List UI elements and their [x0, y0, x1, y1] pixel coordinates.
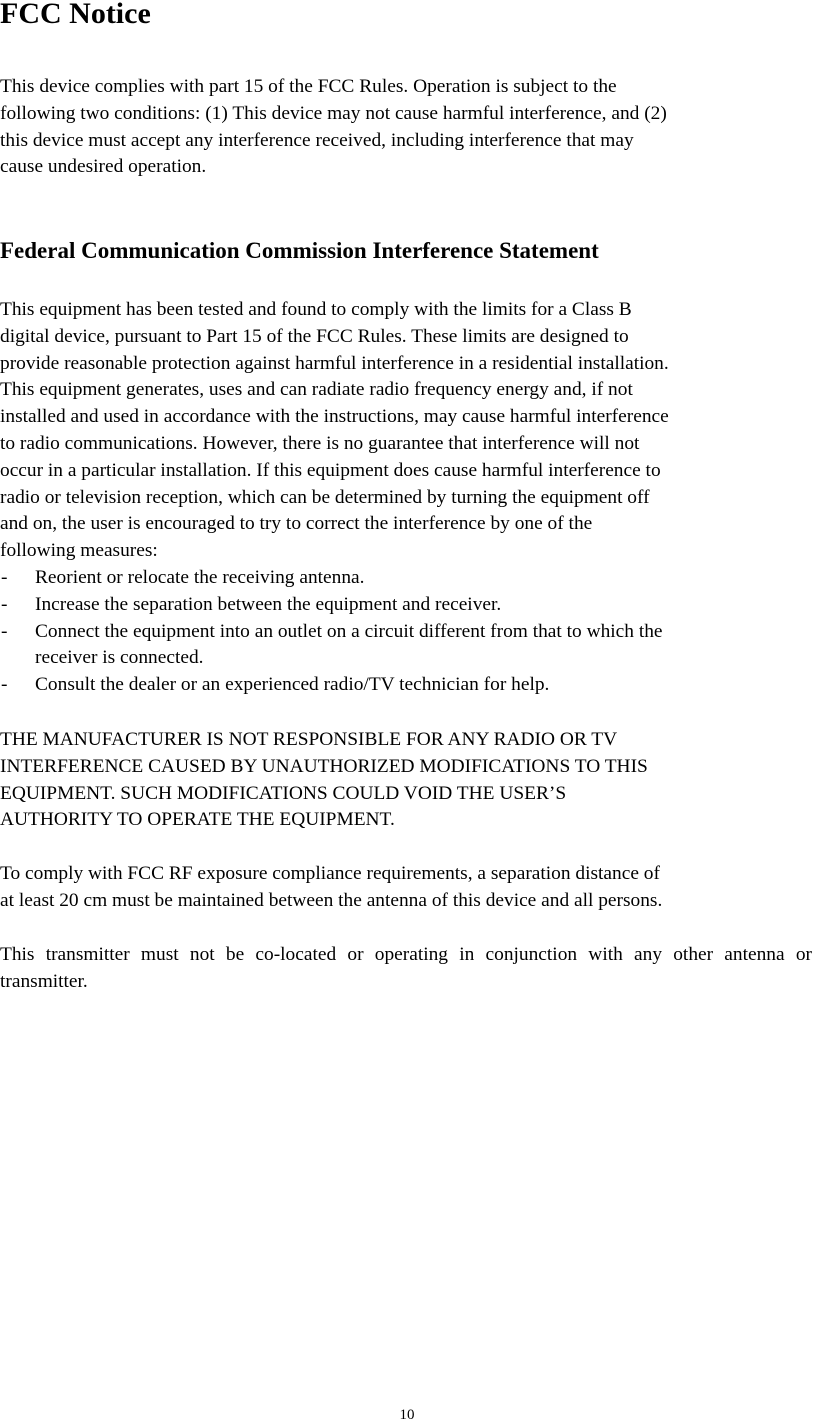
statement-line: occur in a particular installation. If this equipment does cause harmful interference to [0, 459, 661, 481]
disclaimer-line: AUTHORITY TO OPERATE THE EQUIPMENT. [0, 809, 395, 831]
list-item-text: Increase the separation between the equipment and receiver. [35, 593, 502, 615]
list-item [0, 672, 812, 699]
statement-line: installed and used in accordance with the instructions, may cause harmful interference [0, 406, 669, 428]
list-item-text: receiver is connected. [35, 647, 204, 669]
measures-list [0, 565, 812, 699]
bullet-dash: - [1, 620, 8, 642]
statement-line: to radio communications. However, there is no guarantee that interference will not [0, 432, 640, 454]
list-item [0, 592, 812, 619]
bullet-dash: - [1, 674, 8, 696]
intro-line: cause undesired operation. [0, 156, 207, 178]
rf-exposure-paragraph [0, 861, 812, 915]
disclaimer-line: INTERFERENCE CAUSED BY UNAUTHORIZED MODIFICATIONS TO THIS [0, 755, 648, 777]
section-title: Federal Communication Commission Interference Statement [0, 238, 599, 263]
statement-line: digital device, pursuant to Part 15 of the FCC Rules. These limits are designed to [0, 325, 629, 347]
list-item-text: Connect the equipment into an outlet on a circuit different from that to which the [35, 620, 663, 642]
statement-line: This equipment has been tested and found to comply with the limits for a Class B [0, 299, 632, 320]
page-number: 10 [399, 1407, 415, 1423]
list-item [0, 619, 812, 673]
bullet-dash: - [1, 593, 8, 615]
list-item [0, 565, 812, 592]
statement-paragraph [0, 297, 812, 565]
statement-line: provide reasonable protection against harmful interference in a residential installation. [0, 352, 669, 374]
manufacturer-disclaimer [0, 727, 812, 834]
intro-line: following two conditions: (1) This device may not cause harmful interference, and (2) [0, 102, 667, 124]
disclaimer-line: THE MANUFACTURER IS NOT RESPONSIBLE FOR ANY RADIO OR TV [0, 729, 618, 750]
rf-line: To comply with FCC RF exposure compliance requirements, a separation distance of [0, 863, 660, 884]
disclaimer-line: EQUIPMENT. SUCH MODIFICATIONS COULD VOID THE USER’S [0, 782, 567, 804]
statement-line: radio or television reception, which can be determined by turning the equipment off [0, 486, 650, 508]
bullet-dash: - [1, 567, 8, 588]
colocation-paragraph: This transmitter must not be co-located or operating in conjunction with any other antenna or transmitter. [0, 944, 812, 992]
rf-line: at least 20 cm must be maintained between the antenna of this device and all persons. [0, 889, 663, 911]
page-heading: FCC Notice [0, 0, 151, 30]
statement-line: following measures: [0, 540, 158, 562]
intro-paragraph [0, 74, 812, 181]
list-item-text: Reorient or relocate the receiving antenna. [35, 567, 365, 588]
list-item-text: Consult the dealer or an experienced radio/TV technician for help. [35, 674, 550, 696]
statement-line: and on, the user is encouraged to try to correct the interference by one of the [0, 513, 593, 535]
intro-line: this device must accept any interference received, including interference that may [0, 129, 634, 151]
statement-line: This equipment generates, uses and can radiate radio frequency energy and, if not [0, 379, 633, 401]
intro-line: This device complies with part 15 of the FCC Rules. Operation is subject to the [0, 76, 617, 97]
